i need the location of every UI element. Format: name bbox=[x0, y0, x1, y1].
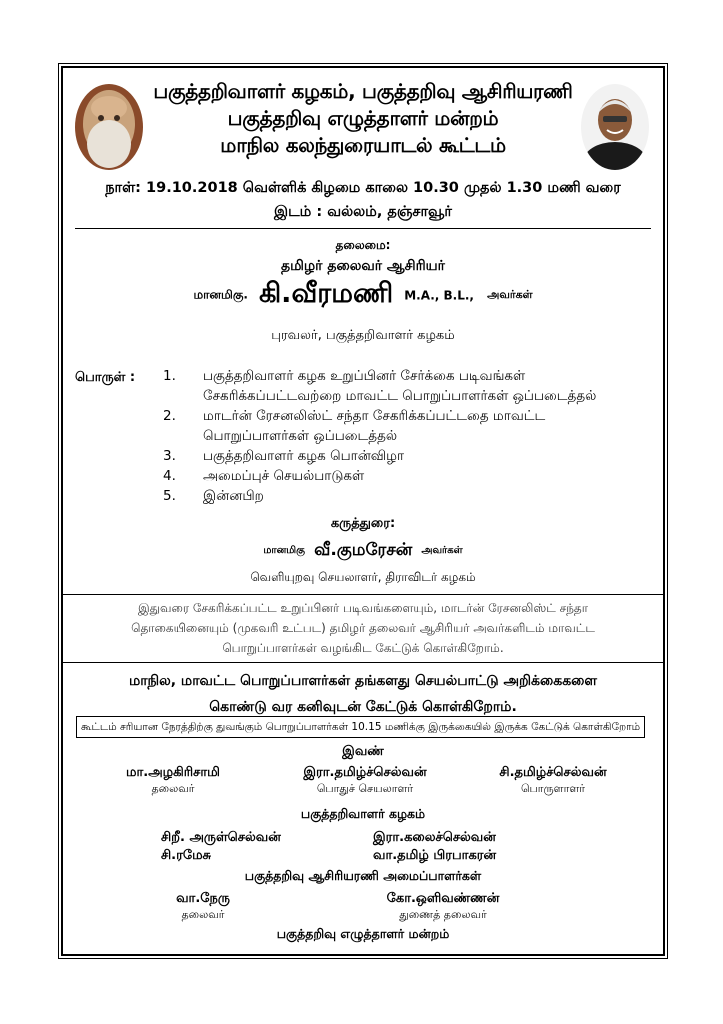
speaker-suffix: அவர்கள் bbox=[421, 545, 463, 556]
agenda-text: அமைப்புச் செயல்பாடுகள் bbox=[203, 468, 365, 484]
teacher-wing-name-3: சி.ரமேசு bbox=[161, 848, 212, 863]
speaker-heading: கருத்துரை: bbox=[330, 516, 396, 531]
agenda-num: 1. bbox=[163, 368, 176, 384]
chair-honorific: மானமிகு. bbox=[193, 287, 248, 302]
meeting-date: நாள்: 19.10.2018 வெள்ளிக் கிழமை காலை 10.30 முதல் 1.30 மணி வரை bbox=[105, 180, 621, 196]
divider-note-bottom bbox=[63, 662, 663, 663]
teacher-wing-title: பகுத்தறிவு ஆசிரியரணி அமைப்பாளர்கள் bbox=[244, 868, 482, 883]
agenda-num: 5. bbox=[163, 488, 176, 504]
org-writers-forum: பகுத்தறிவு எழுத்தாளர் மன்றம் bbox=[276, 926, 450, 941]
chair-title: தமிழர் தலைவர் ஆசிரியர் bbox=[281, 258, 445, 274]
title-line-2: பகுத்தறிவு எழுத்தாளர் மன்றம் bbox=[227, 106, 499, 130]
writers-president: வா.நேரு தலைவர் bbox=[176, 891, 230, 921]
org-rationalist-forum: பகுத்தறிவாளர் கழகம் bbox=[300, 806, 426, 821]
agenda-text: மாடர்ன் ரேசனலிஸ்ட் சந்தா சேகரிக்கப்பட்டதை மாவட்ட பொறுப்பாளர்கள் ஒப்படைத்தல் bbox=[203, 408, 546, 444]
teacher-wing-name-1: சிறீ. அருள்செல்வன் bbox=[161, 830, 281, 845]
note-line-1: இதுவரை சேகரிக்கப்பட்ட உறுப்பினர் படிவங்களையும், மாடர்ன் ரேசனலிஸ்ட் சந்தா bbox=[137, 601, 589, 615]
speaker-role: வெளியுறவு செயலாளர், திராவிடர் கழகம் bbox=[250, 570, 476, 584]
agenda-num: 2. bbox=[163, 408, 176, 424]
appeal-text bbox=[63, 668, 663, 720]
portrait-left bbox=[75, 84, 143, 170]
agenda-item-1 bbox=[163, 366, 596, 406]
timing-notice: கூட்டம் சரியான நேரத்திற்கு துவங்கும் பொறுப்பாளர்கள் 10.15 மணிக்கு இருக்கையில் இருக்க கேட்டுக் கொள்கிறோம் bbox=[76, 716, 645, 738]
note-line-3: பொறுப்பாளர்கள் வழங்கிட கேட்டுக் கொள்கிறோம். bbox=[222, 641, 504, 655]
agenda-item-3 bbox=[163, 446, 596, 466]
meeting-venue: இடம் : வல்லம், தஞ்சாவூர் bbox=[274, 204, 452, 220]
chair-suffix: அவர்கள் bbox=[487, 288, 533, 301]
teacher-wing-name-4: வா.தமிழ் பிரபாகரன் bbox=[373, 848, 497, 863]
header-title bbox=[153, 78, 573, 159]
teacher-wing-name-2: இரா.கலைச்செல்வன் bbox=[373, 830, 496, 845]
officer-secretary: இரா.தமிழ்ச்செல்வன் பொதுச் செயலாளர் bbox=[303, 765, 427, 795]
poster-frame bbox=[61, 66, 665, 956]
chair-name-row bbox=[63, 278, 663, 313]
chair-name: கி.வீரமணி bbox=[259, 278, 394, 309]
speaker-name-row bbox=[63, 540, 663, 562]
writers-vice-president: கோ.ஒளிவண்ணன் துணைத் தலைவர் bbox=[386, 891, 500, 921]
agenda-list bbox=[163, 366, 596, 506]
speaker-name: வீ.குமரேசன் bbox=[314, 540, 413, 560]
agenda-label: பொருள் : bbox=[75, 370, 136, 385]
chair-degree: M.A., B.L., bbox=[404, 288, 474, 303]
agenda-item-4 bbox=[163, 466, 596, 486]
agenda-text: பகுத்தறிவாளர் கழக உறுப்பினர் சேர்க்கை படிவங்கள் சேகரிக்கப்பட்டவற்றை மாவட்ட பொறுப்பாளர்கள் ஒப்படைத்தல் bbox=[203, 368, 597, 404]
speaker-honorific: மானமிகு bbox=[263, 545, 305, 556]
agenda-item-2 bbox=[163, 406, 596, 446]
signatories-heading: இவண் bbox=[342, 744, 384, 759]
appeal-line-1: மாநில, மாவட்ட பொறுப்பாளர்கள் தங்களது செயல்பாட்டு அறிக்கைகளை bbox=[128, 673, 598, 689]
chair-role: புரவலர், பகுத்தறிவாளர் கழகம் bbox=[271, 328, 455, 343]
title-line-1: பகுத்தறிவாளர் கழகம், பகுத்தறிவு ஆசிரியரணி bbox=[153, 79, 573, 103]
collection-note bbox=[63, 598, 663, 658]
agenda-text: இன்னபிற bbox=[203, 488, 264, 504]
agenda-item-5 bbox=[163, 486, 596, 506]
agenda-num: 3. bbox=[163, 448, 176, 464]
divider-header bbox=[75, 228, 651, 229]
title-line-3: மாநில கலந்துரையாடல் கூட்டம் bbox=[220, 133, 506, 157]
agenda-num: 4. bbox=[163, 468, 176, 484]
divider-note-top bbox=[63, 594, 663, 595]
note-line-2: தொகையினையும் (முகவரி உட்பட) தமிழர் தலைவர் ஆசிரியர் அவர்களிடம் மாவட்ட bbox=[131, 621, 595, 635]
appeal-line-2: கொண்டு வர கனிவுடன் கேட்டுக் கொள்கிறோம். bbox=[209, 699, 517, 715]
chair-heading: தலைமை: bbox=[335, 238, 391, 252]
agenda-text: பகுத்தறிவாளர் கழக பொன்விழா bbox=[203, 448, 405, 464]
officer-president: மா.அழகிரிசாமி தலைவர் bbox=[126, 765, 220, 795]
officer-treasurer: சி.தமிழ்ச்செல்வன் பொருளாளர் bbox=[499, 765, 607, 795]
portrait-right bbox=[581, 84, 649, 170]
